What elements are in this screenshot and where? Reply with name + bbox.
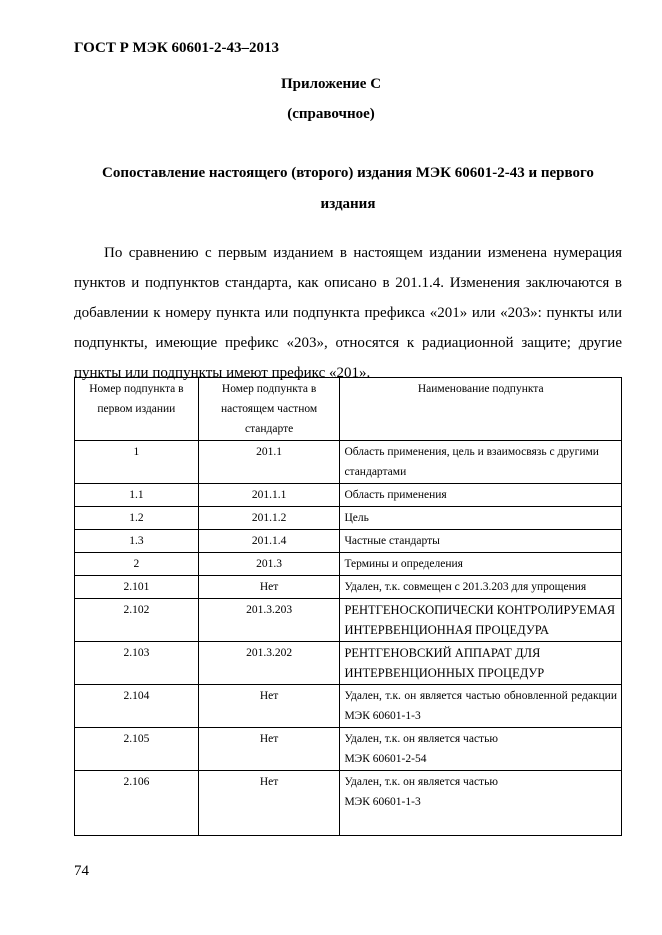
first-edition-cell: 1.1 <box>75 484 199 507</box>
first-edition-cell: 2 <box>75 553 199 576</box>
page-number: 74 <box>74 863 89 879</box>
subclause-name-cell: РЕНТГЕНОВСКИЙ АППАРАТ ДЛЯ ИНТЕРВЕНЦИОННЫХ ПРОЦЕДУР <box>340 642 622 685</box>
first-edition-cell: 2.103 <box>75 642 199 685</box>
table-row <box>75 642 622 685</box>
table-row <box>75 530 622 553</box>
first-edition-cell: 2.104 <box>75 685 199 728</box>
table-row <box>75 728 622 771</box>
current-standard-cell: 201.1.1 <box>198 484 340 507</box>
first-edition-cell: 2.105 <box>75 728 199 771</box>
comparison-table <box>74 377 622 836</box>
table-row <box>75 484 622 507</box>
table-row <box>75 576 622 599</box>
subclause-name-cell: Область применения <box>340 484 622 507</box>
column-header-first-edition: Номер подпункта в первом издании <box>75 378 199 441</box>
table-row <box>75 771 622 836</box>
intro-text: По сравнению с первым изданием в настоящем издании изменена нумерация пунктов и подпунктов стандарта, как описано в 201.1.4. Изменения заключаются в добавлении к номеру пункта или подпункта префикса «201» или «203»: пункты или подпункты, имеющие префикс «203», относятся к радиационной защите; другие пункты или подпункты имеют префикс «201». <box>74 245 622 381</box>
intro-paragraph <box>74 238 622 388</box>
table-row <box>75 553 622 576</box>
current-standard-cell: 201.1 <box>198 441 340 484</box>
current-standard-cell: Нет <box>198 771 340 836</box>
first-edition-cell: 2.101 <box>75 576 199 599</box>
section-heading: Сопоставление настоящего (второго) издания МЭК 60601-2-43 и первого издания <box>102 165 594 212</box>
document-header: ГОСТ Р МЭК 60601-2-43–2013 <box>74 40 279 56</box>
subclause-name-cell: Частные стандарты <box>340 530 622 553</box>
subclause-name-cell: Удален, т.к. он является частью МЭК 60601-2-54 <box>340 728 622 771</box>
subclause-name-cell: Удален, т.к. он является частью МЭК 60601-1-3 <box>340 771 622 836</box>
subclause-name-cell: Удален, т.к. он является частью обновленной редакции МЭК 60601-1-3 <box>340 685 622 728</box>
subclause-name-cell: РЕНТГЕНОСКОПИЧЕСКИ КОНТРОЛИРУЕМАЯ ИНТЕРВЕНЦИОННАЯ ПРОЦЕДУРА <box>340 599 622 642</box>
table-row <box>75 441 622 484</box>
first-edition-cell: 1.2 <box>75 507 199 530</box>
current-standard-cell: 201.3 <box>198 553 340 576</box>
first-edition-cell: 1.3 <box>75 530 199 553</box>
annex-title: Приложение С <box>280 76 382 92</box>
table-header-row <box>75 378 622 441</box>
table-row <box>75 507 622 530</box>
current-standard-cell: Нет <box>198 685 340 728</box>
subclause-name-cell: Цель <box>340 507 622 530</box>
current-standard-cell: Нет <box>198 576 340 599</box>
current-standard-cell: 201.3.202 <box>198 642 340 685</box>
first-edition-cell: 2.106 <box>75 771 199 836</box>
current-standard-cell: 201.1.4 <box>198 530 340 553</box>
current-standard-cell: 201.3.203 <box>198 599 340 642</box>
first-edition-cell: 1 <box>75 441 199 484</box>
subclause-name-cell: Область применения, цель и взаимосвязь с другими стандартами <box>340 441 622 484</box>
column-header-current-standard: Номер подпункта в настоящем частном стандарте <box>198 378 340 441</box>
table-row <box>75 685 622 728</box>
table-row <box>75 599 622 642</box>
subclause-name-cell: Удален, т.к. совмещен с 201.3.203 для упрощения <box>340 576 622 599</box>
first-edition-cell: 2.102 <box>75 599 199 642</box>
annex-subtitle: (справочное) <box>287 106 375 122</box>
subclause-name-cell: Термины и определения <box>340 553 622 576</box>
column-header-subclause-name: Наименование подпункта <box>340 378 622 441</box>
current-standard-cell: 201.1.2 <box>198 507 340 530</box>
current-standard-cell: Нет <box>198 728 340 771</box>
